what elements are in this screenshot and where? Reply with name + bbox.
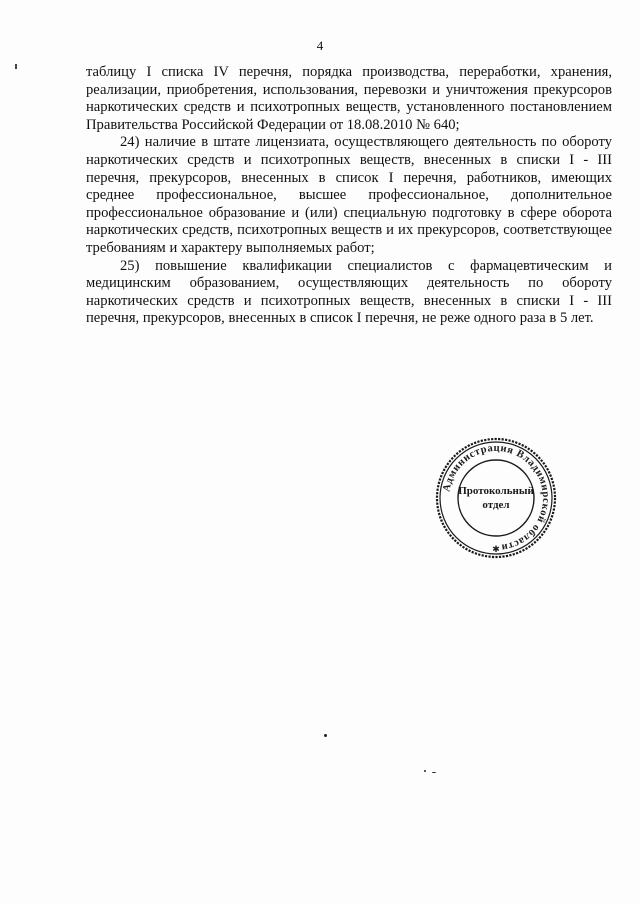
margin-mark [15,64,17,69]
page-number: 4 [316,38,324,53]
paragraph-item-25: 25) повышение квалификации специалистов с фармацевтическим и медицинским образованием, осуществляющих деятельность по обороту наркотических средств и психотропных веществ, внесенных в списки I - III перечня, прекурсоров, внесенных в список I перечня, не реже одного раза в 5 лет. [86,257,612,327]
stamp-ring-text: Администрация Владимирской области [441,442,552,553]
stamp-inner-ring [440,442,552,554]
scan-speck [432,772,436,773]
stamp-center-ring [458,460,534,536]
scan-speck [324,734,327,737]
scan-speck [424,770,426,772]
stamp-center-line2: отдел [482,499,510,511]
stamp-star-icon: ✱ [492,545,500,555]
stamp-outer-ring [437,439,555,557]
official-stamp [434,436,558,560]
paragraph-item-24: 24) наличие в штате лицензиата, осуществляющего деятельность по обороту наркотических средств и психотропных веществ, внесенных в списки I - III перечня, прекурсоров, внесенных в список I перечня, работников, имеющих среднее профессиональное, высшее профессиональное, дополнительное профессиональное образование и (или) специальную подготовку в сфере оборота наркотических средств, психотропных веществ и их прекурсоров, соответствующее требованиям и характеру выполняемых работ; [86,134,612,256]
paragraph-continuation: таблицу I списка IV перечня, порядка производства, переработки, хранения, реализации, приобретения, использования, перевозки и уничтожения прекурсоров наркотических средств и психотропных веществ, установленного постановлением Правительства Российской Федерации от 18.08.2010 № 640; [86,64,612,133]
stamp-center-line1: Протокольный [458,485,534,497]
document-body [86,64,612,328]
